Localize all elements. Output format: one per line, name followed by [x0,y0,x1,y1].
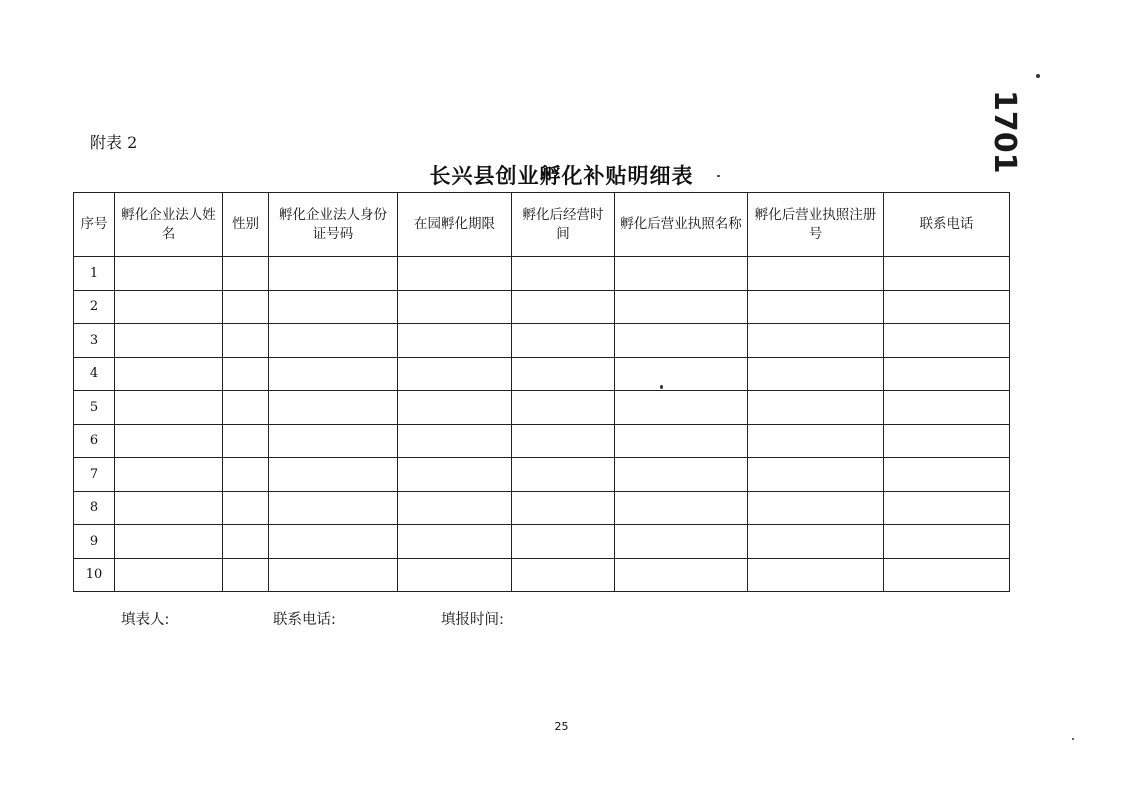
table-row [74,525,1010,559]
cell-operating-time [512,525,615,559]
cell-id-number [269,257,398,291]
table-row [74,558,1010,592]
cell-license-name [615,290,748,324]
table-row [74,290,1010,324]
cell-legal-person-name [115,324,223,358]
cell-legal-person-name [115,290,223,324]
cell-contact-phone [884,357,1010,391]
table-row [74,257,1010,291]
cell-license-name [615,491,748,525]
footer-time-label: 填报时间: [441,612,504,628]
cell-operating-time [512,458,615,492]
cell-operating-time [512,290,615,324]
cell-license-registration-number [748,424,884,458]
cell-id-number [269,525,398,559]
cell-contact-phone [884,525,1010,559]
cell-gender [223,525,269,559]
header-id-number: 孵化企业法人身份证号码 [269,193,398,257]
header-license-name: 孵化后营业执照名称 [615,193,748,257]
cell-contact-phone [884,290,1010,324]
cell-index: 6 [74,424,115,458]
cell-license-registration-number [748,458,884,492]
cell-operating-time [512,424,615,458]
cell-incubation-period [398,491,512,525]
cell-license-registration-number [748,525,884,559]
table-row [74,357,1010,391]
appendix-label: 附表 2 [90,133,138,152]
cell-id-number [269,491,398,525]
cell-license-name [615,525,748,559]
cell-license-registration-number [748,391,884,425]
cell-license-registration-number [748,357,884,391]
cell-contact-phone [884,391,1010,425]
table-body [74,257,1010,592]
cell-legal-person-name [115,391,223,425]
cell-legal-person-name [115,558,223,592]
cell-license-registration-number [748,558,884,592]
handwritten-page-stamp: 1701 [987,90,1022,174]
cell-index: 2 [74,290,115,324]
table-row [74,458,1010,492]
cell-index: 9 [74,525,115,559]
cell-license-registration-number [748,491,884,525]
cell-gender [223,391,269,425]
cell-license-registration-number [748,290,884,324]
cell-legal-person-name [115,357,223,391]
cell-incubation-period [398,290,512,324]
cell-license-name [615,424,748,458]
cell-gender [223,558,269,592]
cell-incubation-period [398,525,512,559]
table-row [74,491,1010,525]
subsidy-detail-table [73,192,1010,592]
cell-index: 5 [74,391,115,425]
scan-speck [660,385,663,389]
cell-gender [223,290,269,324]
cell-incubation-period [398,424,512,458]
page-number: 25 [554,720,569,733]
cell-legal-person-name [115,257,223,291]
cell-operating-time [512,257,615,291]
table-row [74,424,1010,458]
cell-operating-time [512,491,615,525]
footer-filler-label: 填表人: [121,612,170,628]
cell-contact-phone [884,424,1010,458]
cell-incubation-period [398,357,512,391]
cell-id-number [269,424,398,458]
cell-license-registration-number [748,257,884,291]
cell-index: 7 [74,458,115,492]
scan-speck [717,175,720,177]
table-row [74,391,1010,425]
scan-speck [1072,738,1074,740]
cell-index: 4 [74,357,115,391]
footer-phone-label: 联系电话: [273,612,336,628]
cell-license-name [615,324,748,358]
header-operating-time: 孵化后经营时间 [512,193,615,257]
cell-id-number [269,558,398,592]
cell-license-registration-number [748,324,884,358]
cell-gender [223,324,269,358]
document-title: 长兴县创业孵化补贴明细表 [429,164,694,188]
cell-contact-phone [884,458,1010,492]
cell-license-name [615,558,748,592]
scan-speck [1036,74,1040,78]
cell-legal-person-name [115,491,223,525]
header-license-registration-number: 孵化后营业执照注册号 [748,193,884,257]
cell-index: 1 [74,257,115,291]
cell-gender [223,491,269,525]
cell-contact-phone [884,558,1010,592]
cell-incubation-period [398,558,512,592]
cell-legal-person-name [115,424,223,458]
cell-gender [223,257,269,291]
cell-operating-time [512,357,615,391]
header-legal-person-name: 孵化企业法人姓名 [115,193,223,257]
cell-id-number [269,458,398,492]
cell-operating-time [512,558,615,592]
subsidy-table-container [73,192,1010,592]
cell-id-number [269,357,398,391]
cell-incubation-period [398,458,512,492]
header-contact-phone: 联系电话 [884,193,1010,257]
cell-operating-time [512,391,615,425]
cell-incubation-period [398,391,512,425]
cell-gender [223,357,269,391]
cell-incubation-period [398,324,512,358]
cell-contact-phone [884,324,1010,358]
cell-gender [223,458,269,492]
header-incubation-period: 在园孵化期限 [398,193,512,257]
cell-id-number [269,290,398,324]
cell-index: 3 [74,324,115,358]
cell-license-name [615,391,748,425]
header-gender: 性别 [223,193,269,257]
cell-license-name [615,257,748,291]
header-index: 序号 [74,193,115,257]
cell-license-name [615,458,748,492]
cell-contact-phone [884,257,1010,291]
cell-legal-person-name [115,458,223,492]
cell-license-name [615,357,748,391]
cell-index: 10 [74,558,115,592]
cell-contact-phone [884,491,1010,525]
table-row [74,324,1010,358]
cell-operating-time [512,324,615,358]
cell-legal-person-name [115,525,223,559]
cell-gender [223,424,269,458]
cell-incubation-period [398,257,512,291]
cell-id-number [269,324,398,358]
cell-index: 8 [74,491,115,525]
cell-id-number [269,391,398,425]
table-header-row [74,193,1010,257]
